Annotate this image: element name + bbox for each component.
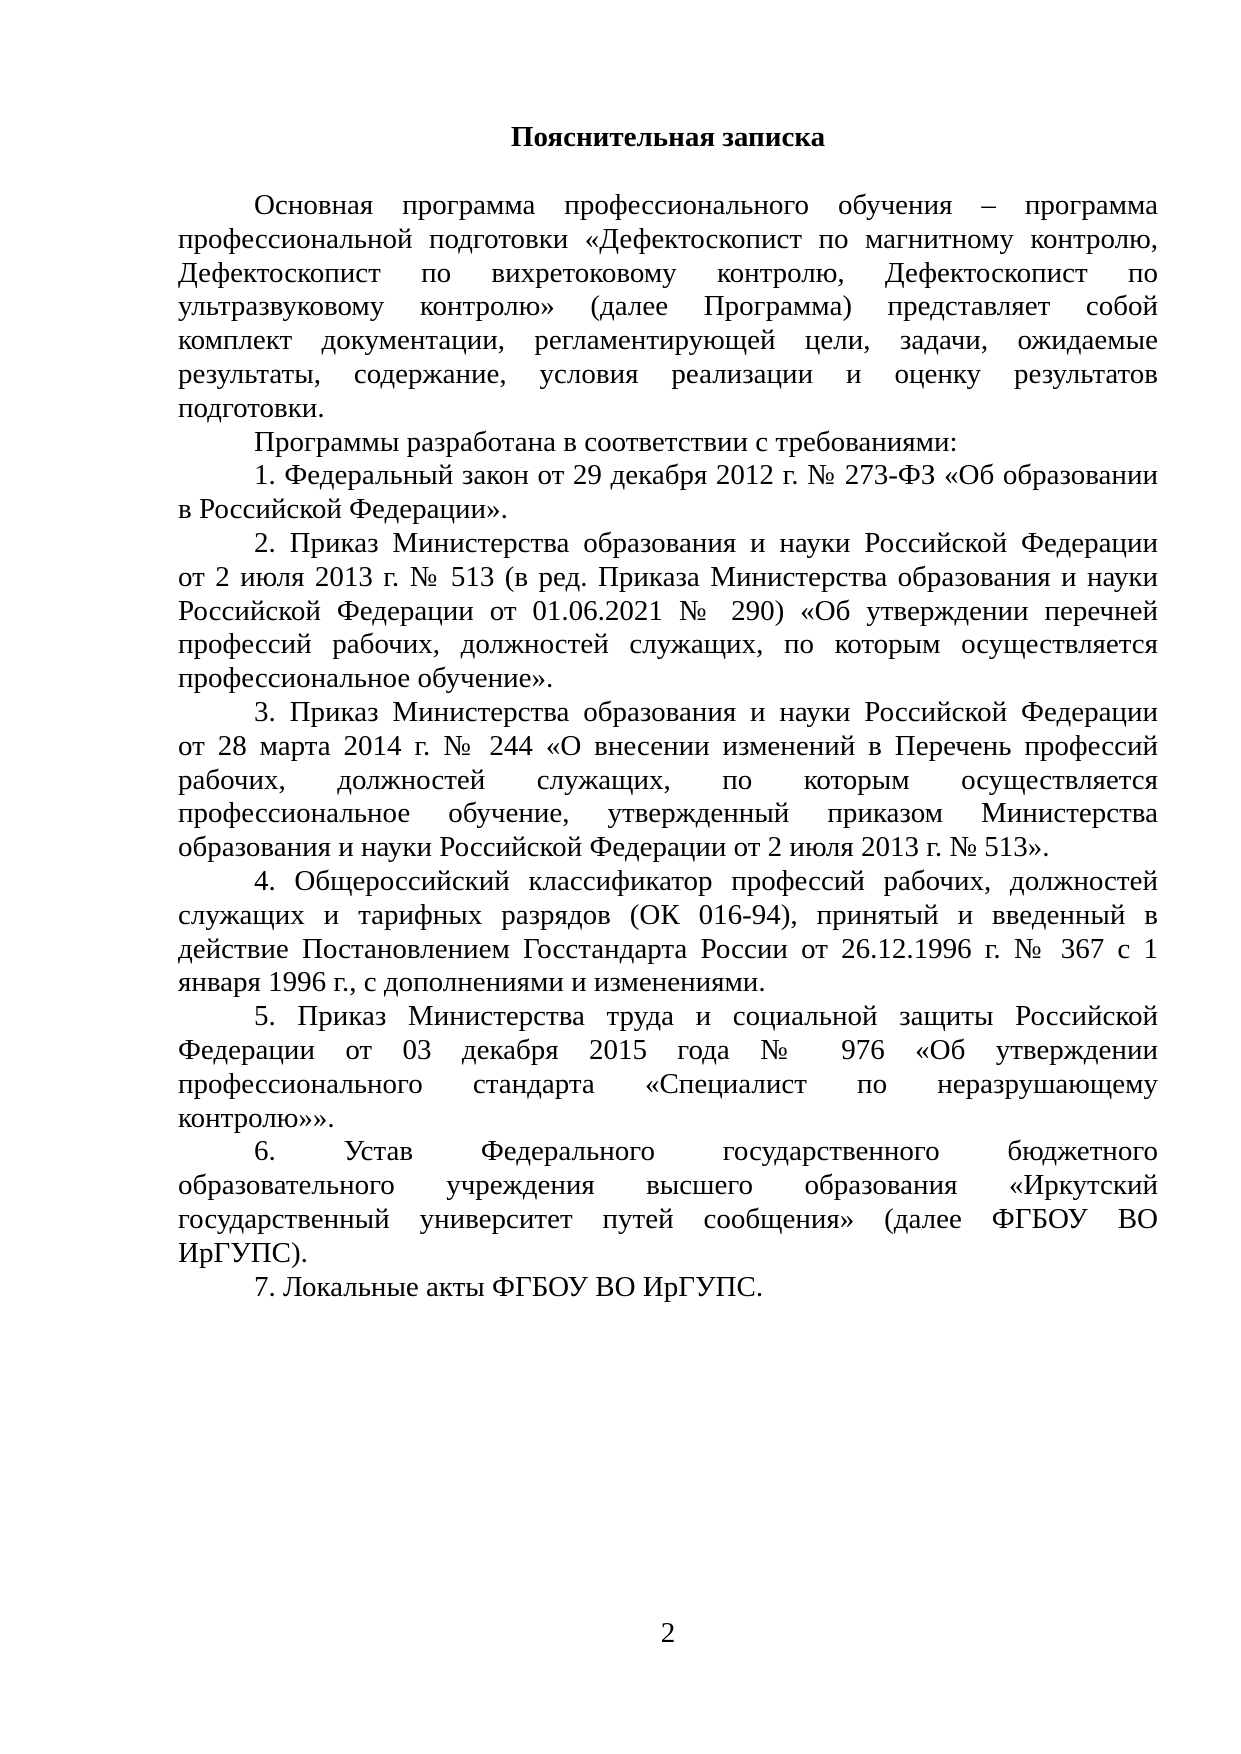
text-line: Федерации от 03 декабря 2015 года № 976 «Об утверждении — [178, 1033, 1158, 1066]
text-line: государственный университет путей сообщения» (далее ФГБОУ ВО — [178, 1202, 1158, 1235]
text-line: ультразвуковому контролю» (далее Программа) представляет собой — [178, 290, 1158, 323]
text-line: результаты, содержание, условия реализации и оценку результатов — [178, 357, 1158, 390]
document-title: Пояснительная записка — [510, 121, 826, 153]
text-line: рабочих, должностей служащих, по которым осуществляется — [178, 763, 1158, 796]
text-line: профессий рабочих, должностей служащих, по которым осуществляется — [178, 628, 1158, 661]
paragraph — [178, 426, 1158, 460]
text-line: профессиональное обучение, утвержденный приказом Министерства — [178, 797, 1158, 830]
text-line: Российской Федерации от 01.06.2021 № 290) «Об утверждении перечней — [178, 594, 1158, 627]
text-line: от 2 июля 2013 г. № 513 (в ред. Приказа Министерства образования и науки — [178, 560, 1158, 593]
text-line: Программы разработана в соответствии с требованиями: — [254, 425, 958, 458]
text-line: Дефектоскопист по вихретоковому контролю, Дефектоскопист по — [178, 256, 1158, 289]
text-line: 5. Приказ Министерства труда и социальной защиты Российской — [254, 1000, 1158, 1033]
text-line: образовательного учреждения высшего образования «Иркутский — [178, 1169, 1158, 1202]
paragraph — [178, 865, 1158, 1000]
page-number: 2 — [660, 1617, 676, 1649]
paragraph — [178, 189, 1158, 426]
text-line: профессиональной подготовки «Дефектоскопист по магнитному контролю, — [178, 222, 1158, 255]
text-line: от 28 марта 2014 г. № 244 «О внесении изменений в Перечень профессий — [178, 729, 1158, 762]
paragraph — [178, 1000, 1158, 1135]
document-body — [178, 189, 1158, 1304]
text-line: образования и науки Российской Федерации от 2 июля 2013 г. № 513». — [178, 831, 1050, 864]
paragraph — [178, 696, 1158, 865]
paragraph — [178, 1135, 1158, 1270]
paragraph — [178, 459, 1158, 527]
text-line: профессионального стандарта «Специалист по неразрушающему — [178, 1067, 1158, 1100]
text-line: контролю»». — [178, 1101, 335, 1134]
text-line: Основная программа профессионального обучения – программа — [254, 189, 1158, 221]
text-line: в Российской Федерации». — [178, 493, 508, 526]
text-line: ИрГУПС). — [178, 1236, 308, 1269]
text-line: 4. Общероссийский классификатор профессий рабочих, должностей — [254, 864, 1158, 897]
paragraph — [178, 1271, 1158, 1305]
text-line: профессиональное обучение». — [178, 662, 554, 695]
text-line: подготовки. — [178, 391, 325, 424]
text-line: января 1996 г., с дополнениями и изменениями. — [178, 966, 766, 999]
text-line: 1. Федеральный закон от 29 декабря 2012 г. № 273-ФЗ «Об образовании — [254, 459, 1158, 492]
text-line: 3. Приказ Министерства образования и науки Российской Федерации — [254, 695, 1158, 728]
paragraph — [178, 527, 1158, 696]
text-line: комплект документации, регламентирующей цели, задачи, ожидаемые — [178, 324, 1158, 357]
text-line: 7. Локальные акты ФГБОУ ВО ИрГУПС. — [254, 1270, 764, 1303]
text-line: 2. Приказ Министерства образования и науки Российской Федерации — [254, 526, 1158, 559]
text-line: действие Постановлением Госстандарта России от 26.12.1996 г. № 367 с 1 — [178, 932, 1158, 965]
text-line: служащих и тарифных разрядов (ОК 016-94), принятый и введенный в — [178, 898, 1158, 931]
text-line: 6. Устав Федерального государственного бюджетного — [254, 1135, 1158, 1168]
